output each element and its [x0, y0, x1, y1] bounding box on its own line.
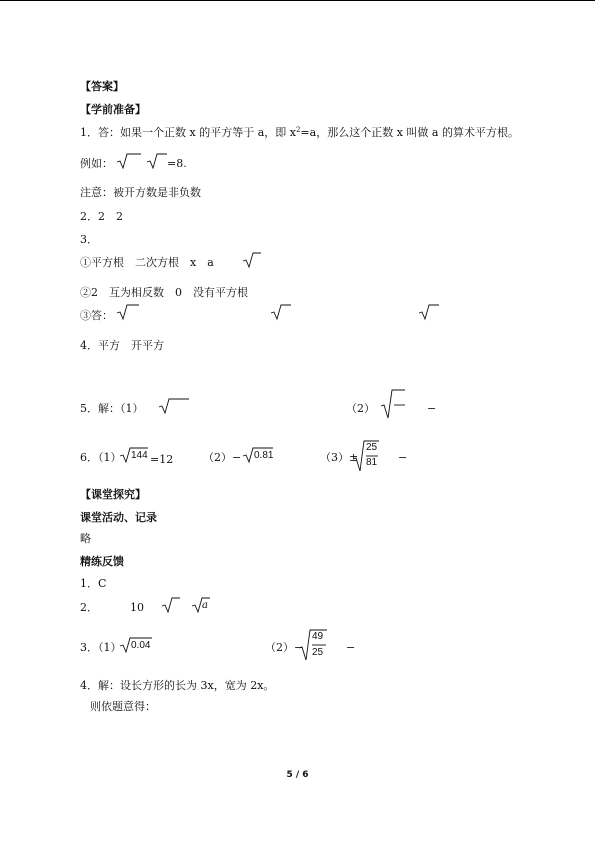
feedback-line-1: 1．C	[80, 577, 107, 590]
answer-line-6-part2: （2）−	[203, 451, 242, 464]
note-line: 注意：被开方数是非负数	[80, 186, 201, 199]
omit-text: 略	[80, 532, 91, 545]
radicand: 144	[131, 450, 148, 461]
feedback-line-4: 4．解：设长方形的长为 3x，宽为 2x。	[80, 679, 275, 692]
answer-line-6: 6．（1）	[80, 451, 122, 464]
section-prep-heading: 【学前准备】	[80, 103, 146, 116]
answer-line-3: 3．	[80, 233, 98, 246]
answer-line-3-3: ③答：	[80, 309, 113, 322]
radical-sign	[158, 397, 190, 415]
section-explore-heading: 【课堂探究】	[80, 488, 146, 501]
radical-sign	[418, 303, 440, 321]
radical-sign	[116, 303, 140, 321]
answer-line-6-part3: （3）±	[320, 451, 359, 464]
feedback-line-2: 2．	[80, 601, 98, 614]
radical-sign	[161, 596, 181, 614]
top-border-line	[0, 0, 595, 1]
radicand: 0.04	[131, 640, 151, 651]
feedback-line-3-part2: （2）−	[265, 641, 304, 654]
radical-sign	[146, 152, 168, 170]
feedback-line-5: 则依题意得：	[90, 700, 156, 713]
radical-sign	[116, 152, 142, 170]
minus-sign: −	[427, 402, 437, 415]
example-label: 例如：	[80, 157, 113, 170]
radical-sign	[191, 596, 211, 614]
answer-line-4: 4．平方 开平方	[80, 339, 164, 352]
page-number: 5 / 6	[286, 770, 309, 780]
answer-line-3-1: ①平方根 二次方根 x a	[80, 256, 214, 269]
minus-sign: −	[398, 451, 408, 464]
radical-sign	[270, 303, 292, 321]
radicand: a	[202, 600, 208, 611]
activity-heading: 课堂活动、记录	[80, 511, 157, 524]
exponent: 2	[295, 126, 301, 134]
answer-line-1-text: 1．答：如果一个正数 x 的平方等于 a，即 x	[80, 126, 296, 139]
answer-heading: 【答案】	[80, 80, 124, 93]
minus-sign: −	[346, 641, 356, 654]
radical-sign	[380, 388, 406, 420]
fraction-numerator: 49	[312, 631, 324, 642]
equals-value: =12	[150, 453, 174, 466]
radical-sign	[242, 251, 262, 269]
fraction-numerator: 25	[366, 442, 378, 453]
fraction-denominator: 25	[312, 647, 324, 658]
example-equals: =8.	[167, 157, 187, 170]
feedback-line-3: 3．（1）	[80, 641, 122, 654]
answer-line-1-suffix: =a，那么这个正数 x 叫做 a 的算术平方根。	[300, 126, 519, 139]
feedback-heading: 精练反馈	[80, 555, 124, 568]
answer-line-2: 2．2 2	[80, 210, 123, 223]
answer-line-3-2: ②2 互为相反数 0 没有平方根	[80, 286, 248, 299]
fraction-denominator: 81	[366, 457, 378, 468]
answer-line-1	[80, 126, 519, 140]
answer-line-5: 5．解：（1）	[80, 402, 144, 415]
feedback-value: 10	[130, 601, 144, 614]
answer-line-5-part2: （2）	[346, 402, 375, 415]
radicand: 0.81	[254, 450, 274, 461]
